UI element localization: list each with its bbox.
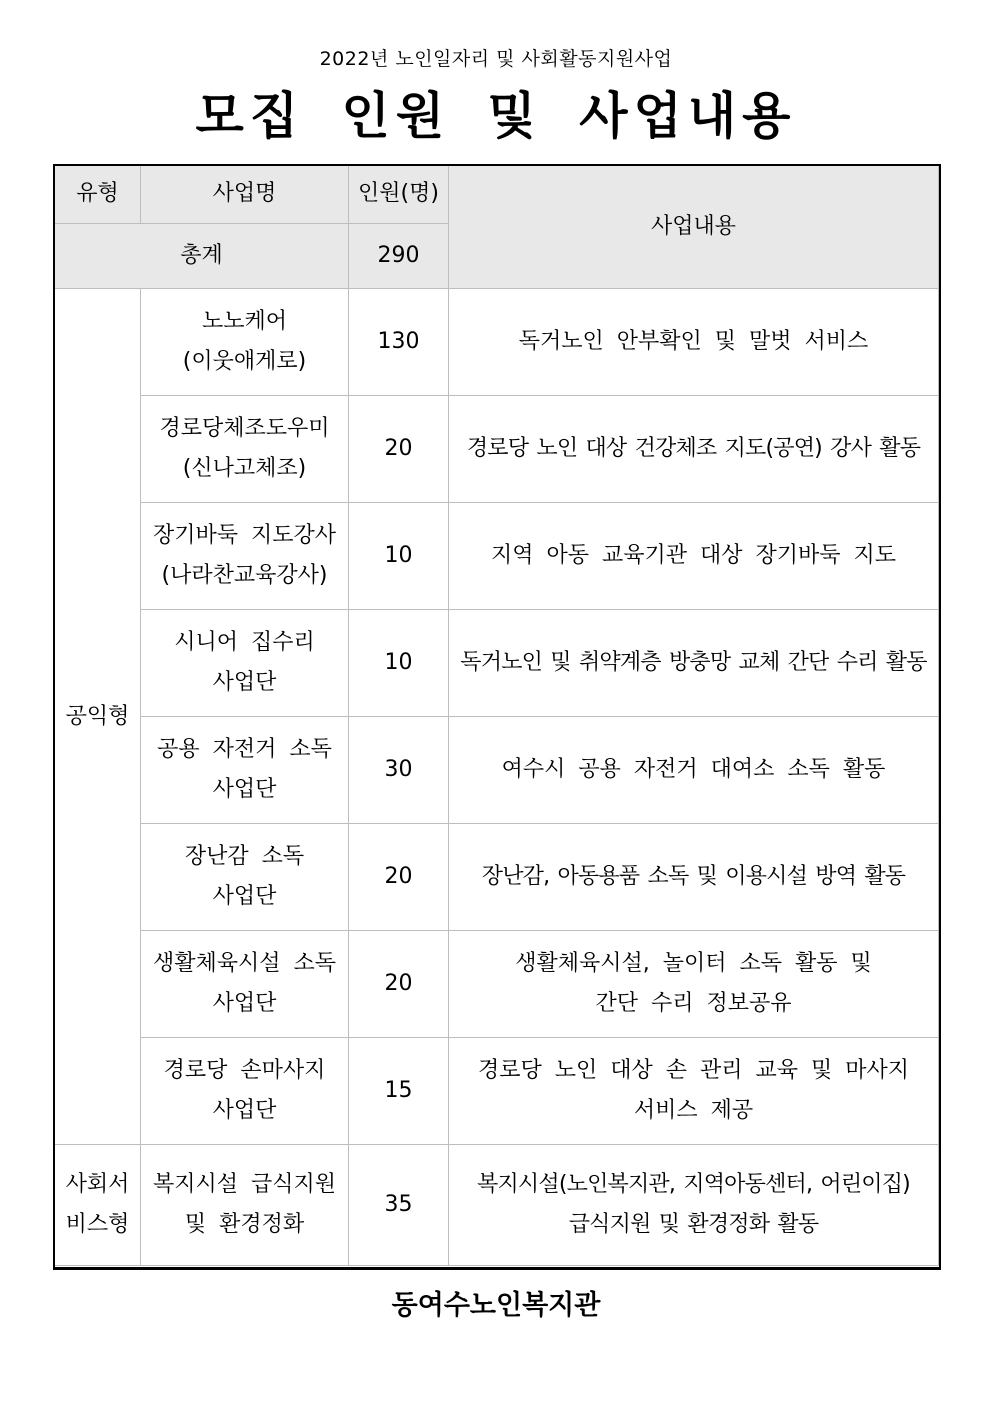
type-line2: 비스형 [65,1212,130,1237]
count-cell: 10 [349,610,449,717]
project-name-cell [141,289,349,396]
project-name-line2: 사업단 [212,884,277,909]
count-cell: 20 [349,396,449,503]
project-name-line1: 경로당 손마사지 [163,1058,326,1083]
content-cell [449,1145,939,1266]
col-header-count: 인원(명) [349,165,449,224]
project-name-line1: 생활체육시설 소독 [152,951,336,976]
project-name-cell [141,1038,349,1145]
table-row [55,610,939,717]
table-row [55,396,939,503]
project-name-cell [141,610,349,717]
content-line1: 복지시설(노인복지관, 지역아동센터, 어린이집) [477,1172,910,1197]
table-row [55,931,939,1038]
table-row [55,824,939,931]
project-name-line2: 사업단 [212,670,277,695]
project-name-line2: 및 환경정화 [184,1212,305,1237]
content-line1: 독거노인 및 취약계층 방충망 교체 간단 수리 활동 [460,650,927,675]
project-name-line2: (나라찬교육강사) [161,563,328,588]
content-cell [449,931,939,1038]
type-line1: 사회서 [65,1172,130,1197]
organization-name: 동여수노인복지관 [391,1290,601,1321]
project-name-line2: 사업단 [212,1098,277,1123]
document-subtitle: 2022년 노인일자리 및 사회활동지원사업 [319,48,673,70]
content-cell [449,610,939,717]
count-cell: 130 [349,289,449,396]
project-name-line1: 노노케어 [201,309,287,334]
content-line2: 간단 수리 정보공유 [595,991,792,1016]
content-cell [449,717,939,824]
project-name-line1: 공용 자전거 소독 [157,737,332,762]
type-cell-social-service [55,1145,141,1266]
content-line2: 급식지원 및 환경정화 활동 [568,1212,819,1237]
recruitment-table [54,164,939,1266]
project-name-line2: 사업단 [212,777,277,802]
project-name-line1: 장기바둑 지도강사 [152,523,336,548]
col-header-name: 사업명 [141,165,349,224]
content-line1: 여수시 공용 자전거 대여소 소독 활동 [501,757,886,782]
content-line1: 지역 아동 교육기관 대상 장기바둑 지도 [491,543,896,568]
table-row [55,717,939,824]
content-cell [449,1038,939,1145]
content-line1: 경로당 노인 대상 건강체조 지도(공연) 강사 활동 [466,436,921,461]
table-row [55,289,939,396]
table-row [55,503,939,610]
document-title: 모집 인원 및 사업내용 [195,87,797,145]
content-line1: 경로당 노인 대상 손 관리 교육 및 마사지 [478,1058,909,1083]
project-name-cell [141,824,349,931]
project-name-line2: (이웃애게로) [182,349,307,374]
count-cell: 30 [349,717,449,824]
content-line1: 독거노인 안부확인 및 말벗 서비스 [518,329,869,354]
table-double-rule [53,1269,941,1270]
content-cell [449,289,939,396]
table-row [55,1145,939,1266]
content-line2: 서비스 제공 [633,1098,754,1123]
project-name-line1: 장난감 소독 [184,844,305,869]
project-name-cell [141,931,349,1038]
content-cell [449,824,939,931]
count-cell: 20 [349,931,449,1038]
content-cell [449,396,939,503]
table-row [55,1038,939,1145]
project-name-cell [141,396,349,503]
project-name-cell [141,717,349,824]
col-header-type: 유형 [55,165,141,224]
count-cell: 15 [349,1038,449,1145]
project-name-line2: 사업단 [212,991,277,1016]
header-row [55,165,939,224]
project-name-line2: (신나고체조) [182,456,307,481]
total-label: 총계 [55,224,349,289]
content-line1: 생활체육시설, 놀이터 소독 활동 및 [515,951,872,976]
type-cell-public: 공익형 [55,289,141,1145]
col-header-content: 사업내용 [449,165,939,289]
project-name-line1: 복지시설 급식지원 [152,1172,336,1197]
project-name-line1: 경로당체조도우미 [159,416,330,441]
count-cell: 10 [349,503,449,610]
project-name-cell [141,1145,349,1266]
project-name-cell [141,503,349,610]
count-cell: 35 [349,1145,449,1266]
content-cell [449,503,939,610]
content-line1: 장난감, 아동용품 소독 및 이용시설 방역 활동 [481,864,906,889]
count-cell: 20 [349,824,449,931]
total-value: 290 [349,224,449,289]
project-name-line1: 시니어 집수리 [174,630,315,655]
